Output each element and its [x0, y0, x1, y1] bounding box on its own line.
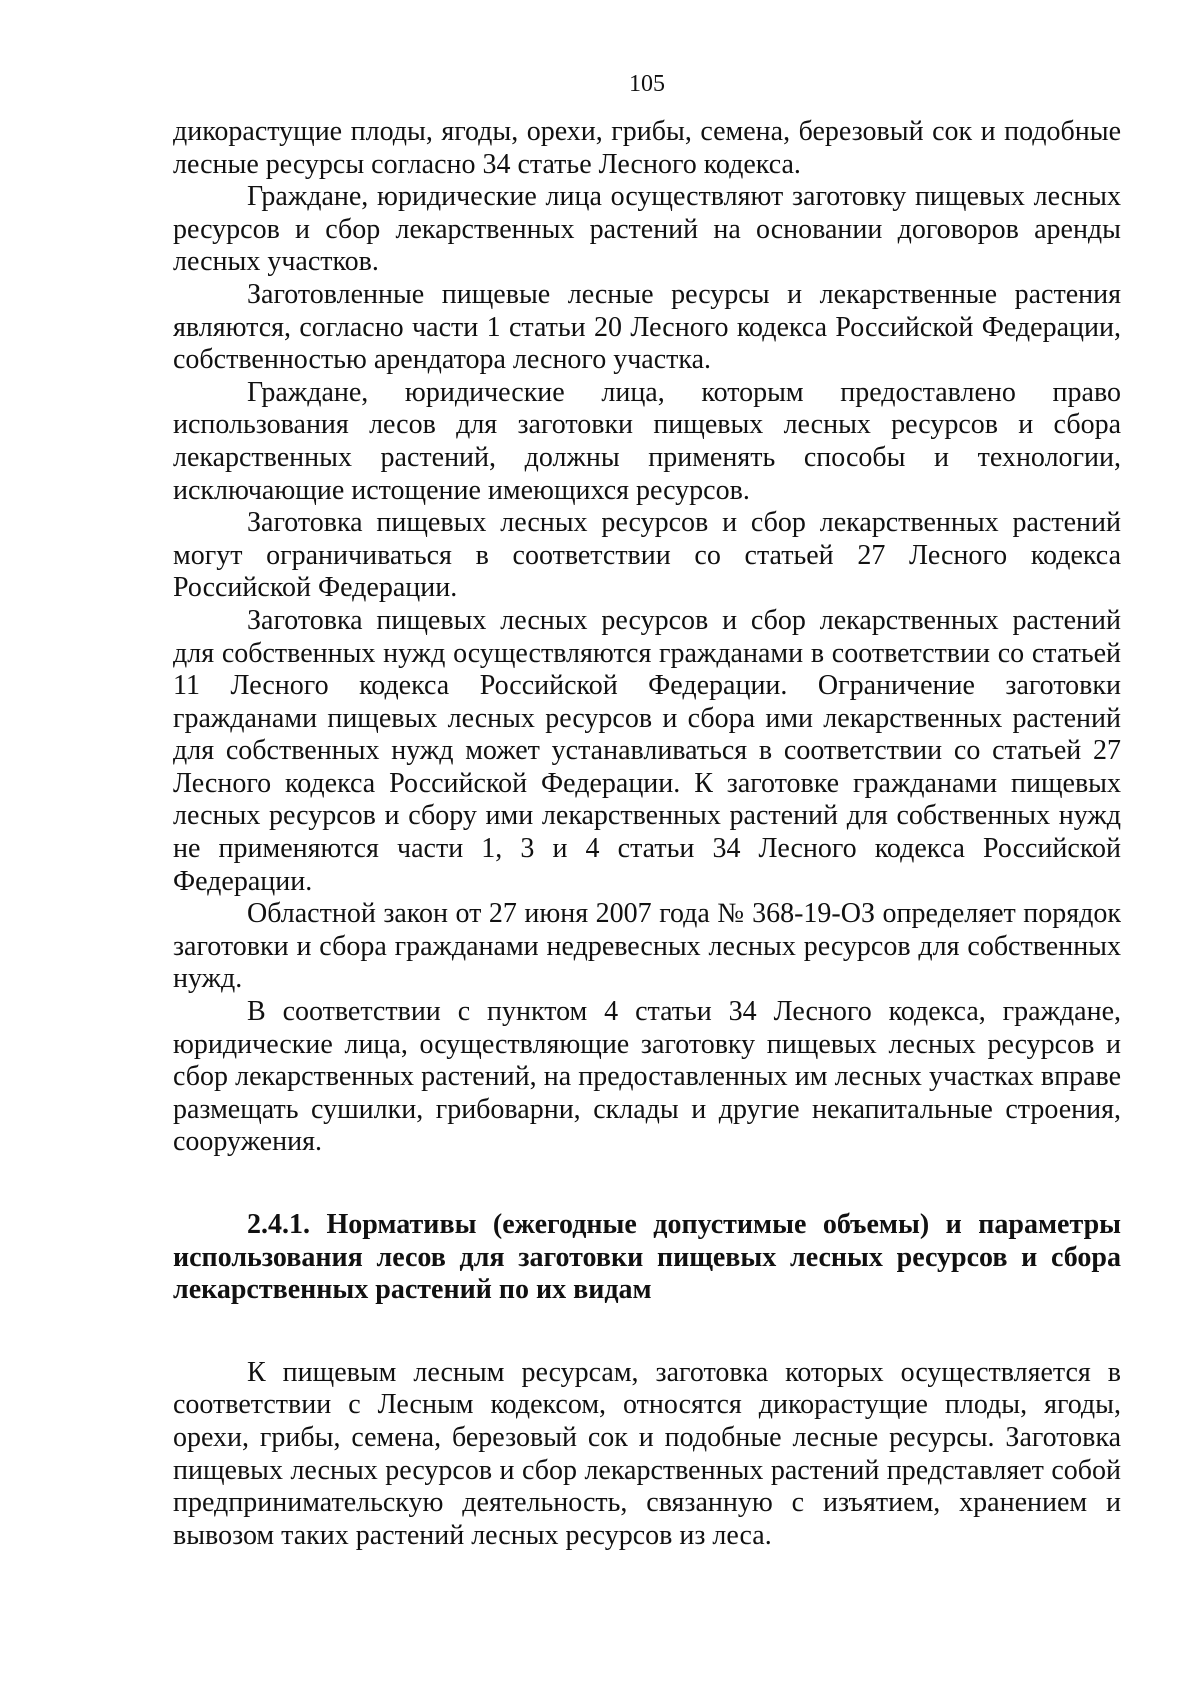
- paragraph: Заготовка пищевых лесных ресурсов и сбор лекарственных растений для собственных нужд осуществляются гражданами в соответствии со статьей 11 Лесного кодекса Российской Федерации. Ограничение заготовки гражданами пищевых лесных ресурсов и сбора ими лекарственных растений для собственных нужд может устанавливаться в соответствии со статьей 27 Лесного кодекса Российской Федерации. К заготовке гражданами пищевых лесных ресурсов и сбору ими лекарственных растений для собственных нужд не применяются части 1, 3 и 4 статьи 34 Лесного кодекса Российской Федерации.: [173, 604, 1121, 897]
- paragraph: Заготовка пищевых лесных ресурсов и сбор лекарственных растений могут ограничиваться в соответствии со статьей 27 Лесного кодекса Российской Федерации.: [173, 507, 1121, 604]
- page-number: 105: [629, 71, 665, 97]
- paragraph: Заготовленные пищевые лесные ресурсы и лекарственные растения являются, согласно части 1 статьи 20 Лесного кодекса Российской Федерации, собственностью арендатора лесного участка.: [173, 278, 1121, 376]
- section-heading: 2.4.1. Нормативы (ежегодные допустимые объемы) и параметры использования лесов для заготовки пищевых лесных ресурсов и сбора лекарственных растений по их видам: [173, 1209, 1121, 1306]
- document-body: [173, 116, 1121, 1552]
- paragraph: Граждане, юридические лица, которым предоставлено право использования лесов для заготовки пищевых лесных ресурсов и сбора лекарственных растений, должны применять способы и технологии, исключающие истощение имеющихся ресурсов.: [173, 376, 1121, 506]
- paragraph: Областной закон от 27 июня 2007 года № 368-19-ОЗ определяет порядок заготовки и сбора гражданами недревесных лесных ресурсов для собственных нужд.: [173, 898, 1121, 995]
- paragraph: В соответствии с пунктом 4 статьи 34 Лесного кодекса, граждане, юридические лица, осуществляющие заготовку пищевых лесных ресурсов и сбор лекарственных растений, на предоставленных им лесных участках вправе размещать сушилки, грибоварни, склады и другие некапитальные строения, сооружения.: [173, 996, 1121, 1158]
- paragraph: дикорастущие плоды, ягоды, орехи, грибы, семена, березовый сок и подобные лесные ресурсы согласно 34 статье Лесного кодекса.: [173, 116, 1121, 180]
- paragraph: К пищевым лесным ресурсам, заготовка которых осуществляется в соответствии с Лесным кодексом, относятся дикорастущие плоды, ягоды, орехи, грибы, семена, березовый сок и подобные лесные ресурсы. Заготовка пищевых лесных ресурсов и сбор лекарственных растений представляет собой предпринимательскую деятельность, связанную с изъятием, хранением и вывозом таких растений лесных ресурсов из леса.: [173, 1356, 1121, 1551]
- paragraph: Граждане, юридические лица осуществляют заготовку пищевых лесных ресурсов и сбор лекарственных растений на основании договоров аренды лесных участков.: [173, 181, 1121, 278]
